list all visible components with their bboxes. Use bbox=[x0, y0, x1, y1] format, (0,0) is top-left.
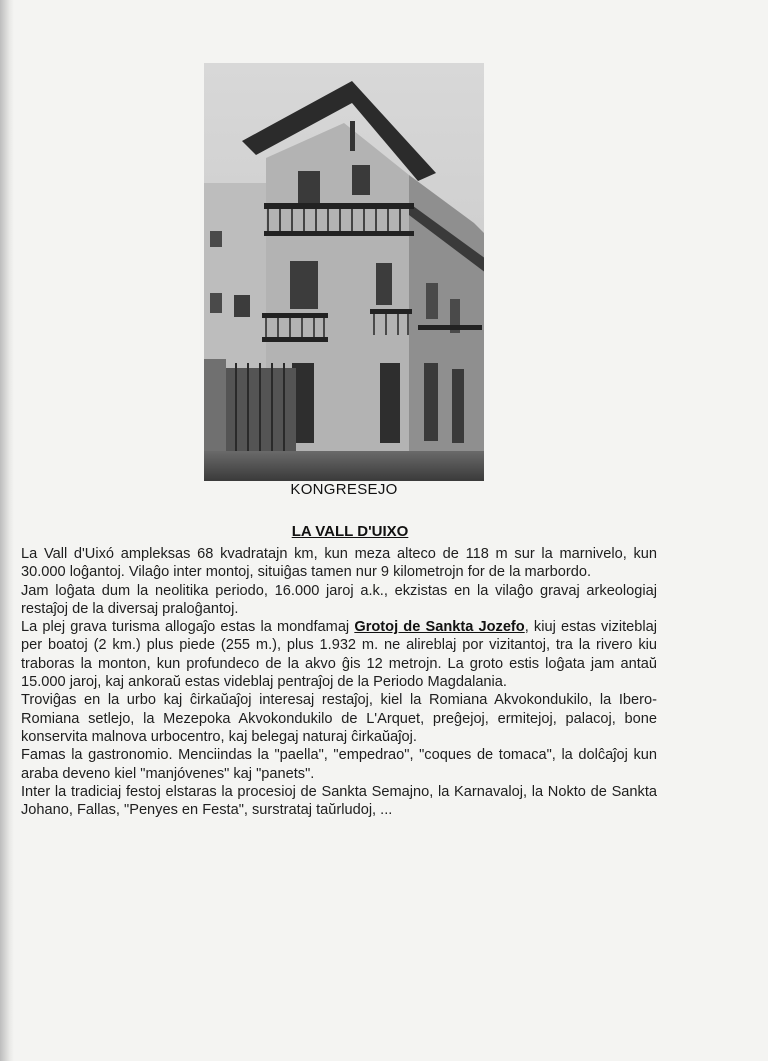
paragraph-overview: La Vall d'Uixó ampleksas 68 kvadratajn km, kun meza alteco de 118 m sur la marnivelo, kun 30.000 loĝantoj. Vilaĝo inter montoj, situiĝas tamen nur 9 kilometrojn for de la marbordo. bbox=[21, 546, 657, 581]
paragraph-caves-rest: , kiuj estas viziteblaj per boatoj (2 km.) plus piede (255 m.), plus 1.932 m. ne alireblaj por vizitantoj, tra la rivero kiu traboras la monton, kun profundeco de la akvo ĝis 12 metrojn. La groto estis loĝata jam antaŭ 15.000 jaroj, kaj ankoraŭ estas videblaj pentraĵoj de la Periodo Magdalania. bbox=[21, 619, 658, 691]
caves-link[interactable]: Grotoj de Sankta Jozefo bbox=[354, 619, 525, 636]
paragraph-gastronomy: Famas la gastronomio. Menciindas la "paella", "empedrao", "coques de tomaca", la dolĉaĵoj kun araba deveno kiel "manjóvenes" kaj "panets". bbox=[21, 747, 657, 782]
congress-building-photo bbox=[204, 63, 484, 481]
paragraph-caves-intro: La plej grava turisma allogaĵo estas la mondfamaj bbox=[21, 619, 355, 636]
paragraph-monuments: Troviĝas en la urbo kaj ĉirkaŭaĵoj interesaj restaĵoj, kiel la Romiana Akvokondukilo, la Ibero-Romiana setlejo, la Mezepoka Akvokondukilo de L'Arquet, preĝejoj, ermitejoj, palacoj, bone konservita malnova urbocentro, kaj belegaj naturaj ĉirkaŭaĵoj. bbox=[21, 692, 657, 745]
paragraph-festivals: Inter la tradiciaj festoj elstaras la procesioj de Sankta Semajno, la Karnavaloj, la Nokto de Sankta Johano, Fallas, "Penyes en Festa", surstrataj taŭrludoj, ... bbox=[21, 783, 657, 819]
binding-edge bbox=[0, 0, 14, 1061]
building-image bbox=[204, 63, 484, 481]
article-body bbox=[21, 545, 657, 819]
page-title: LA VALL D'UIXO bbox=[291, 523, 409, 540]
paragraph-history: Jam loĝata dum la neolitika periodo, 16.000 jaroj a.k., ekzistas en la vilaĝo gravaj arkeologiaj restaĵoj de la diversaj praloĝantoj. bbox=[21, 582, 657, 617]
photo-caption: KONGRESEJO bbox=[290, 481, 398, 498]
paragraph-caves bbox=[21, 618, 657, 691]
